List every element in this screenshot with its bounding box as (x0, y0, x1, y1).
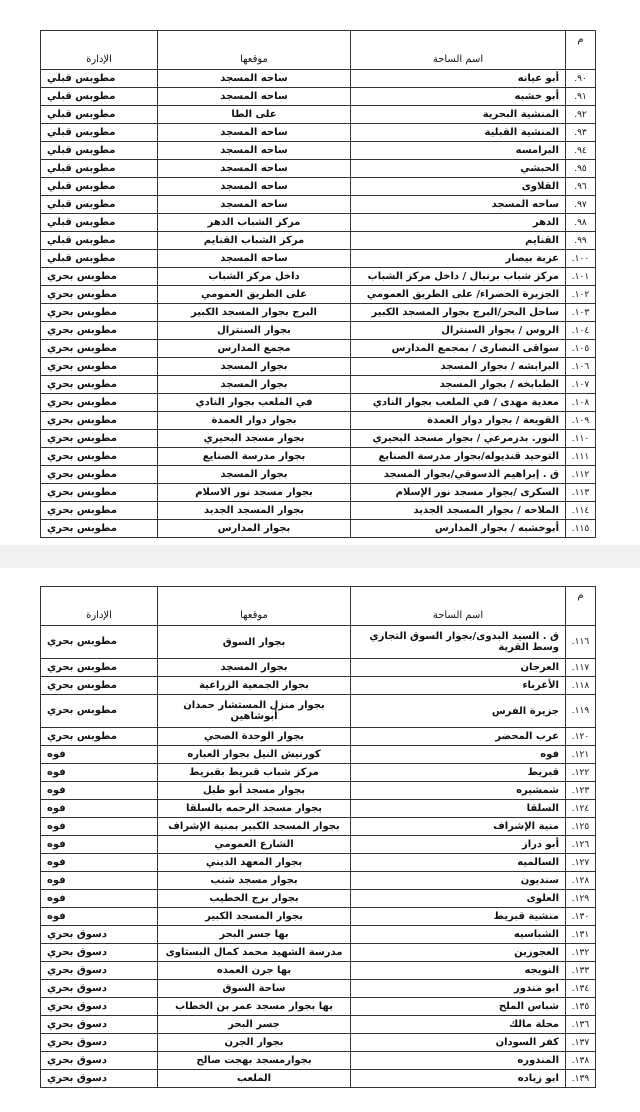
table-row (41, 695, 596, 728)
table-row (41, 358, 596, 376)
location-cell: بجوار دوار العمدة (158, 412, 351, 430)
table-row (41, 178, 596, 196)
row-number: ٩١. (566, 88, 596, 106)
administration-cell: دسوق بحري (41, 1070, 158, 1088)
square-name-cell: الجزيرة الخضراء/ على الطريق العمومي (351, 286, 566, 304)
table-row (41, 448, 596, 466)
table-row (41, 659, 596, 677)
location-cell: بجوار المسجد الكبير (158, 908, 351, 926)
table-row (41, 980, 596, 998)
row-number: ١٠٣. (566, 304, 596, 322)
square-name-cell: السلقا (351, 800, 566, 818)
administration-cell: مطوبس قبلي (41, 178, 158, 196)
location-cell: بجوار مسجد الرحمه بالسلقا (158, 800, 351, 818)
administration-cell: مطوبس بحري (41, 412, 158, 430)
administration-cell: مطوبس قبلي (41, 124, 158, 142)
table-row (41, 340, 596, 358)
location-cell: بجوارمسجد بهجت صالح (158, 1052, 351, 1070)
table-row (41, 926, 596, 944)
administration-cell: فوه (41, 890, 158, 908)
location-cell: مركز شباب قبريط بقبريط (158, 764, 351, 782)
administration-cell: فوه (41, 818, 158, 836)
row-number: ١٣٨. (566, 1052, 596, 1070)
square-name-cell: التوحيد قنديوله/بجوار مدرسة الصنايع (351, 448, 566, 466)
table-row (41, 962, 596, 980)
row-number: ٩٦. (566, 178, 596, 196)
header-administration: الإدارة (41, 587, 158, 626)
table-row (41, 677, 596, 695)
location-cell: بجوار المسجد (158, 358, 351, 376)
row-number: ١١٣. (566, 484, 596, 502)
location-cell: داخل مركز الشباب (158, 268, 351, 286)
table-row (41, 800, 596, 818)
square-name-cell: كفر السودان (351, 1034, 566, 1052)
location-cell: جسر البحر (158, 1016, 351, 1034)
administration-cell: دسوق بحري (41, 1052, 158, 1070)
header-number: م (566, 587, 596, 626)
square-name-cell: أبو دراز (351, 836, 566, 854)
location-cell: بجوار المسجد (158, 466, 351, 484)
square-name-cell: أبوخشبه / بجوار المدارس (351, 520, 566, 538)
location-cell: بجوار المسجد الجديد (158, 502, 351, 520)
table-row (41, 142, 596, 160)
location-cell: بجوار الوحدة الصحي (158, 728, 351, 746)
square-name-cell: الملاحه / بجوار المسجد الجديد (351, 502, 566, 520)
location-cell: بجوار السنترال (158, 322, 351, 340)
square-name-cell: ساحل البحر/البرج بجوار المسجد الكبير (351, 304, 566, 322)
location-cell: في الملعب بجوار النادي (158, 394, 351, 412)
location-cell: بجوار مسجد شنب (158, 872, 351, 890)
table-header-row (41, 31, 596, 70)
administration-cell: دسوق بحري (41, 926, 158, 944)
table-row (41, 764, 596, 782)
row-number: ١٢٢. (566, 764, 596, 782)
table-row (41, 746, 596, 764)
location-cell: ساحه المسجد (158, 196, 351, 214)
row-number: ٩٥. (566, 160, 596, 178)
administration-cell: دسوق بحري (41, 998, 158, 1016)
location-cell: على الطا (158, 106, 351, 124)
administration-cell: مطوبس قبلي (41, 250, 158, 268)
row-number: ٩٠. (566, 70, 596, 88)
administration-cell: فوه (41, 746, 158, 764)
location-cell: الشارع العمومي (158, 836, 351, 854)
square-name-cell: ابو زياده (351, 1070, 566, 1088)
row-number: ١٣٥. (566, 998, 596, 1016)
location-cell: بجوار المسجد (158, 659, 351, 677)
administration-cell: مطوبس بحري (41, 268, 158, 286)
location-cell: بها جرن العمده (158, 962, 351, 980)
square-name-cell: أبو عيانه (351, 70, 566, 88)
row-number: ١٣٧. (566, 1034, 596, 1052)
row-number: ١٠٦. (566, 358, 596, 376)
location-cell: ساحه المسجد (158, 178, 351, 196)
square-name-cell: الشباسيه (351, 926, 566, 944)
square-name-cell: السكرى /بجوار مسجد نور الإسلام (351, 484, 566, 502)
square-name-cell: شباس الملح (351, 998, 566, 1016)
table-row (41, 250, 596, 268)
square-name-cell: مركز شباب برنبال / داخل مركز الشباب (351, 268, 566, 286)
row-number: ١٠٢. (566, 286, 596, 304)
table-row (41, 322, 596, 340)
row-number: ٩٤. (566, 142, 596, 160)
row-number: ١١٩. (566, 695, 596, 728)
administration-cell: مطوبس بحري (41, 677, 158, 695)
squares-table-2 (40, 586, 596, 1088)
square-name-cell: المنشية البحرية (351, 106, 566, 124)
row-number: ١١٨. (566, 677, 596, 695)
location-cell: البرج بجوار المسجد الكبير (158, 304, 351, 322)
administration-cell: مطوبس بحري (41, 376, 158, 394)
location-cell: بجوار مدرسة الصنايع (158, 448, 351, 466)
administration-cell: دسوق بحري (41, 1034, 158, 1052)
square-name-cell: قبريط (351, 764, 566, 782)
document-page-1 (0, 0, 640, 545)
table-row (41, 1052, 596, 1070)
location-cell: ساحه المسجد (158, 70, 351, 88)
location-cell: ساحه المسجد (158, 124, 351, 142)
table-row (41, 836, 596, 854)
table-row (41, 998, 596, 1016)
row-number: ١٠٧. (566, 376, 596, 394)
header-square-name: اسم الساحة (351, 31, 566, 70)
location-cell: بجوار مسجد أبو طبل (158, 782, 351, 800)
row-number: ١١٤. (566, 502, 596, 520)
administration-cell: مطوبس بحري (41, 286, 158, 304)
row-number: ١٣٣. (566, 962, 596, 980)
row-number: ١٢٦. (566, 836, 596, 854)
administration-cell: فوه (41, 854, 158, 872)
table-row (41, 268, 596, 286)
administration-cell: مطوبس بحري (41, 448, 158, 466)
square-name-cell: المندوره (351, 1052, 566, 1070)
square-name-cell: سواقى النصارى / بمجمع المدارس (351, 340, 566, 358)
table-row (41, 908, 596, 926)
location-cell: بجوار السوق (158, 626, 351, 659)
square-name-cell: منية الإشراف (351, 818, 566, 836)
square-name-cell: الدهر (351, 214, 566, 232)
row-number: ١٣٢. (566, 944, 596, 962)
square-name-cell: العجوزين (351, 944, 566, 962)
row-number: ٩٢. (566, 106, 596, 124)
table-row (41, 196, 596, 214)
administration-cell: دسوق بحري (41, 980, 158, 998)
square-name-cell: أبو خشبه (351, 88, 566, 106)
administration-cell: فوه (41, 764, 158, 782)
row-number: ١٢٨. (566, 872, 596, 890)
header-administration: الإدارة (41, 31, 158, 70)
square-name-cell: الحبشي (351, 160, 566, 178)
location-cell: بجوار الجمعية الزراعية (158, 677, 351, 695)
squares-table-1 (40, 30, 596, 538)
square-name-cell: السالميه (351, 854, 566, 872)
square-name-cell: النويجه (351, 962, 566, 980)
square-name-cell: العلوى (351, 890, 566, 908)
administration-cell: مطوبس بحري (41, 520, 158, 538)
square-name-cell: القلاوى (351, 178, 566, 196)
row-number: ٩٩. (566, 232, 596, 250)
square-name-cell: البرامسه (351, 142, 566, 160)
administration-cell: مطوبس بحري (41, 394, 158, 412)
table-row (41, 818, 596, 836)
square-name-cell: سنديون (351, 872, 566, 890)
row-number: ١١٥. (566, 520, 596, 538)
square-name-cell: القنايم (351, 232, 566, 250)
table-row (41, 286, 596, 304)
administration-cell: فوه (41, 836, 158, 854)
administration-cell: مطوبس قبلي (41, 160, 158, 178)
location-cell: ساحه المسجد (158, 250, 351, 268)
administration-cell: مطوبس بحري (41, 430, 158, 448)
administration-cell: مطوبس بحري (41, 659, 158, 677)
table-row (41, 232, 596, 250)
table-row (41, 728, 596, 746)
table-row (41, 466, 596, 484)
header-location: موقعها (158, 587, 351, 626)
table-row (41, 214, 596, 232)
row-number: ١٢٠. (566, 728, 596, 746)
document-page-2 (0, 568, 640, 1112)
table-row (41, 520, 596, 538)
table-row (41, 626, 596, 659)
square-name-cell: الروس / بجوار السنترال (351, 322, 566, 340)
administration-cell: فوه (41, 800, 158, 818)
row-number: ١٠١. (566, 268, 596, 286)
location-cell: ساحه المسجد (158, 88, 351, 106)
square-name-cell: عرب المحضر (351, 728, 566, 746)
administration-cell: مطوبس قبلي (41, 106, 158, 124)
table-row (41, 160, 596, 178)
administration-cell: مطوبس بحري (41, 626, 158, 659)
location-cell: بجوار برج الخطيب (158, 890, 351, 908)
administration-cell: مطوبس بحري (41, 304, 158, 322)
row-number: ١٠٩. (566, 412, 596, 430)
square-name-cell: محلة مالك (351, 1016, 566, 1034)
table-row (41, 70, 596, 88)
location-cell: ساحه المسجد (158, 142, 351, 160)
administration-cell: مطوبس قبلي (41, 88, 158, 106)
location-cell: بجوار المسجد الكبير بمنية الإشراف (158, 818, 351, 836)
location-cell: بجوار الجرن (158, 1034, 351, 1052)
row-number: ١٢٥. (566, 818, 596, 836)
row-number: ١١١. (566, 448, 596, 466)
table-row (41, 412, 596, 430)
location-cell: بجوار المعهد الديني (158, 854, 351, 872)
administration-cell: مطوبس قبلي (41, 70, 158, 88)
administration-cell: مطوبس بحري (41, 502, 158, 520)
location-cell: بجوار المدارس (158, 520, 351, 538)
table-row (41, 944, 596, 962)
row-number: ١٣١. (566, 926, 596, 944)
administration-cell: فوه (41, 908, 158, 926)
administration-cell: مطوبس قبلي (41, 196, 158, 214)
row-number: ١٣٤. (566, 980, 596, 998)
square-name-cell: ق . إبراهيم الدسوقي/بجوار المسجد (351, 466, 566, 484)
administration-cell: فوه (41, 782, 158, 800)
administration-cell: مطوبس بحري (41, 695, 158, 728)
location-cell: بجوار المسجد (158, 376, 351, 394)
administration-cell: مطوبس بحري (41, 728, 158, 746)
location-cell: مركز الشباب القنايم (158, 232, 351, 250)
table-row (41, 430, 596, 448)
square-name-cell: الأغرباء (351, 677, 566, 695)
square-name-cell: معدية مهدى / في الملعب بجوار النادي (351, 394, 566, 412)
row-number: ١٣٠. (566, 908, 596, 926)
square-name-cell: ق . السيد البدوى/بجوار السوق التجاري وسط القرية (351, 626, 566, 659)
location-cell: مركز الشباب الدهر (158, 214, 351, 232)
square-name-cell: ابو مندور (351, 980, 566, 998)
square-name-cell: البرابشه / بجوار المسجد (351, 358, 566, 376)
row-number: ٩٣. (566, 124, 596, 142)
row-number: ١٠٤. (566, 322, 596, 340)
table-row (41, 1070, 596, 1088)
row-number: ١٠٠. (566, 250, 596, 268)
table-row (41, 1016, 596, 1034)
table-row (41, 106, 596, 124)
row-number: ١٠٨. (566, 394, 596, 412)
administration-cell: مطوبس بحري (41, 340, 158, 358)
location-cell: ساحه المسجد (158, 160, 351, 178)
location-cell: مدرسة الشهيد محمد كمال البستاوى (158, 944, 351, 962)
table-row (41, 88, 596, 106)
table-row (41, 124, 596, 142)
square-name-cell: عزبة بيصار (351, 250, 566, 268)
square-name-cell: المنشية القبلية (351, 124, 566, 142)
row-number: ١٢٣. (566, 782, 596, 800)
row-number: ١١٧. (566, 659, 596, 677)
row-number: ١١٦. (566, 626, 596, 659)
location-cell: مجمع المدارس (158, 340, 351, 358)
header-number: م (566, 31, 596, 70)
location-cell: ساحة السوق (158, 980, 351, 998)
row-number: ١٢٧. (566, 854, 596, 872)
row-number: ١٣٩. (566, 1070, 596, 1088)
table-row (41, 872, 596, 890)
table-row (41, 890, 596, 908)
location-cell: بجوار مسجد البحيري (158, 430, 351, 448)
administration-cell: دسوق بحري (41, 1016, 158, 1034)
table-row (41, 1034, 596, 1052)
square-name-cell: القويعة / بجوار دوار العمدة (351, 412, 566, 430)
row-number: ٩٧. (566, 196, 596, 214)
table-row (41, 782, 596, 800)
location-cell: الملعب (158, 1070, 351, 1088)
administration-cell: مطوبس قبلي (41, 142, 158, 160)
row-number: ١٢٩. (566, 890, 596, 908)
square-name-cell: النور. بدرمرعي / بجوار مسجد البحيري (351, 430, 566, 448)
row-number: ١٠٥. (566, 340, 596, 358)
table-row (41, 502, 596, 520)
location-cell: بجوار منزل المستشار حمدان أبوشاهين (158, 695, 351, 728)
administration-cell: مطوبس بحري (41, 358, 158, 376)
location-cell: بها بجوار مسجد عمر بن الخطاب (158, 998, 351, 1016)
table-row (41, 854, 596, 872)
row-number: ٩٨. (566, 214, 596, 232)
table-row (41, 484, 596, 502)
row-number: ١٢٤. (566, 800, 596, 818)
square-name-cell: ساحه المسجد (351, 196, 566, 214)
square-name-cell: منشية قبريط (351, 908, 566, 926)
administration-cell: فوه (41, 872, 158, 890)
table-header-row (41, 587, 596, 626)
row-number: ١١٠. (566, 430, 596, 448)
table-row (41, 394, 596, 412)
administration-cell: مطوبس بحري (41, 466, 158, 484)
header-square-name: اسم الساحة (351, 587, 566, 626)
location-cell: على الطريق العمومي (158, 286, 351, 304)
row-number: ١١٢. (566, 466, 596, 484)
administration-cell: مطوبس قبلي (41, 214, 158, 232)
square-name-cell: الطبابخه / بجوار المسجد (351, 376, 566, 394)
administration-cell: مطوبس قبلي (41, 232, 158, 250)
row-number: ١٢١. (566, 746, 596, 764)
administration-cell: دسوق بحري (41, 944, 158, 962)
administration-cell: دسوق بحري (41, 962, 158, 980)
location-cell: كورنيش النيل بجوار العباره (158, 746, 351, 764)
square-name-cell: جزيرة الفرس (351, 695, 566, 728)
location-cell: بجوار مسجد نور الاسلام (158, 484, 351, 502)
table-row (41, 376, 596, 394)
table-row (41, 304, 596, 322)
square-name-cell: شمشيره (351, 782, 566, 800)
row-number: ١٣٦. (566, 1016, 596, 1034)
administration-cell: مطوبس بحري (41, 322, 158, 340)
location-cell: بها جسر البحر (158, 926, 351, 944)
header-location: موقعها (158, 31, 351, 70)
administration-cell: مطوبس بحري (41, 484, 158, 502)
square-name-cell: العرجان (351, 659, 566, 677)
square-name-cell: فوه (351, 746, 566, 764)
